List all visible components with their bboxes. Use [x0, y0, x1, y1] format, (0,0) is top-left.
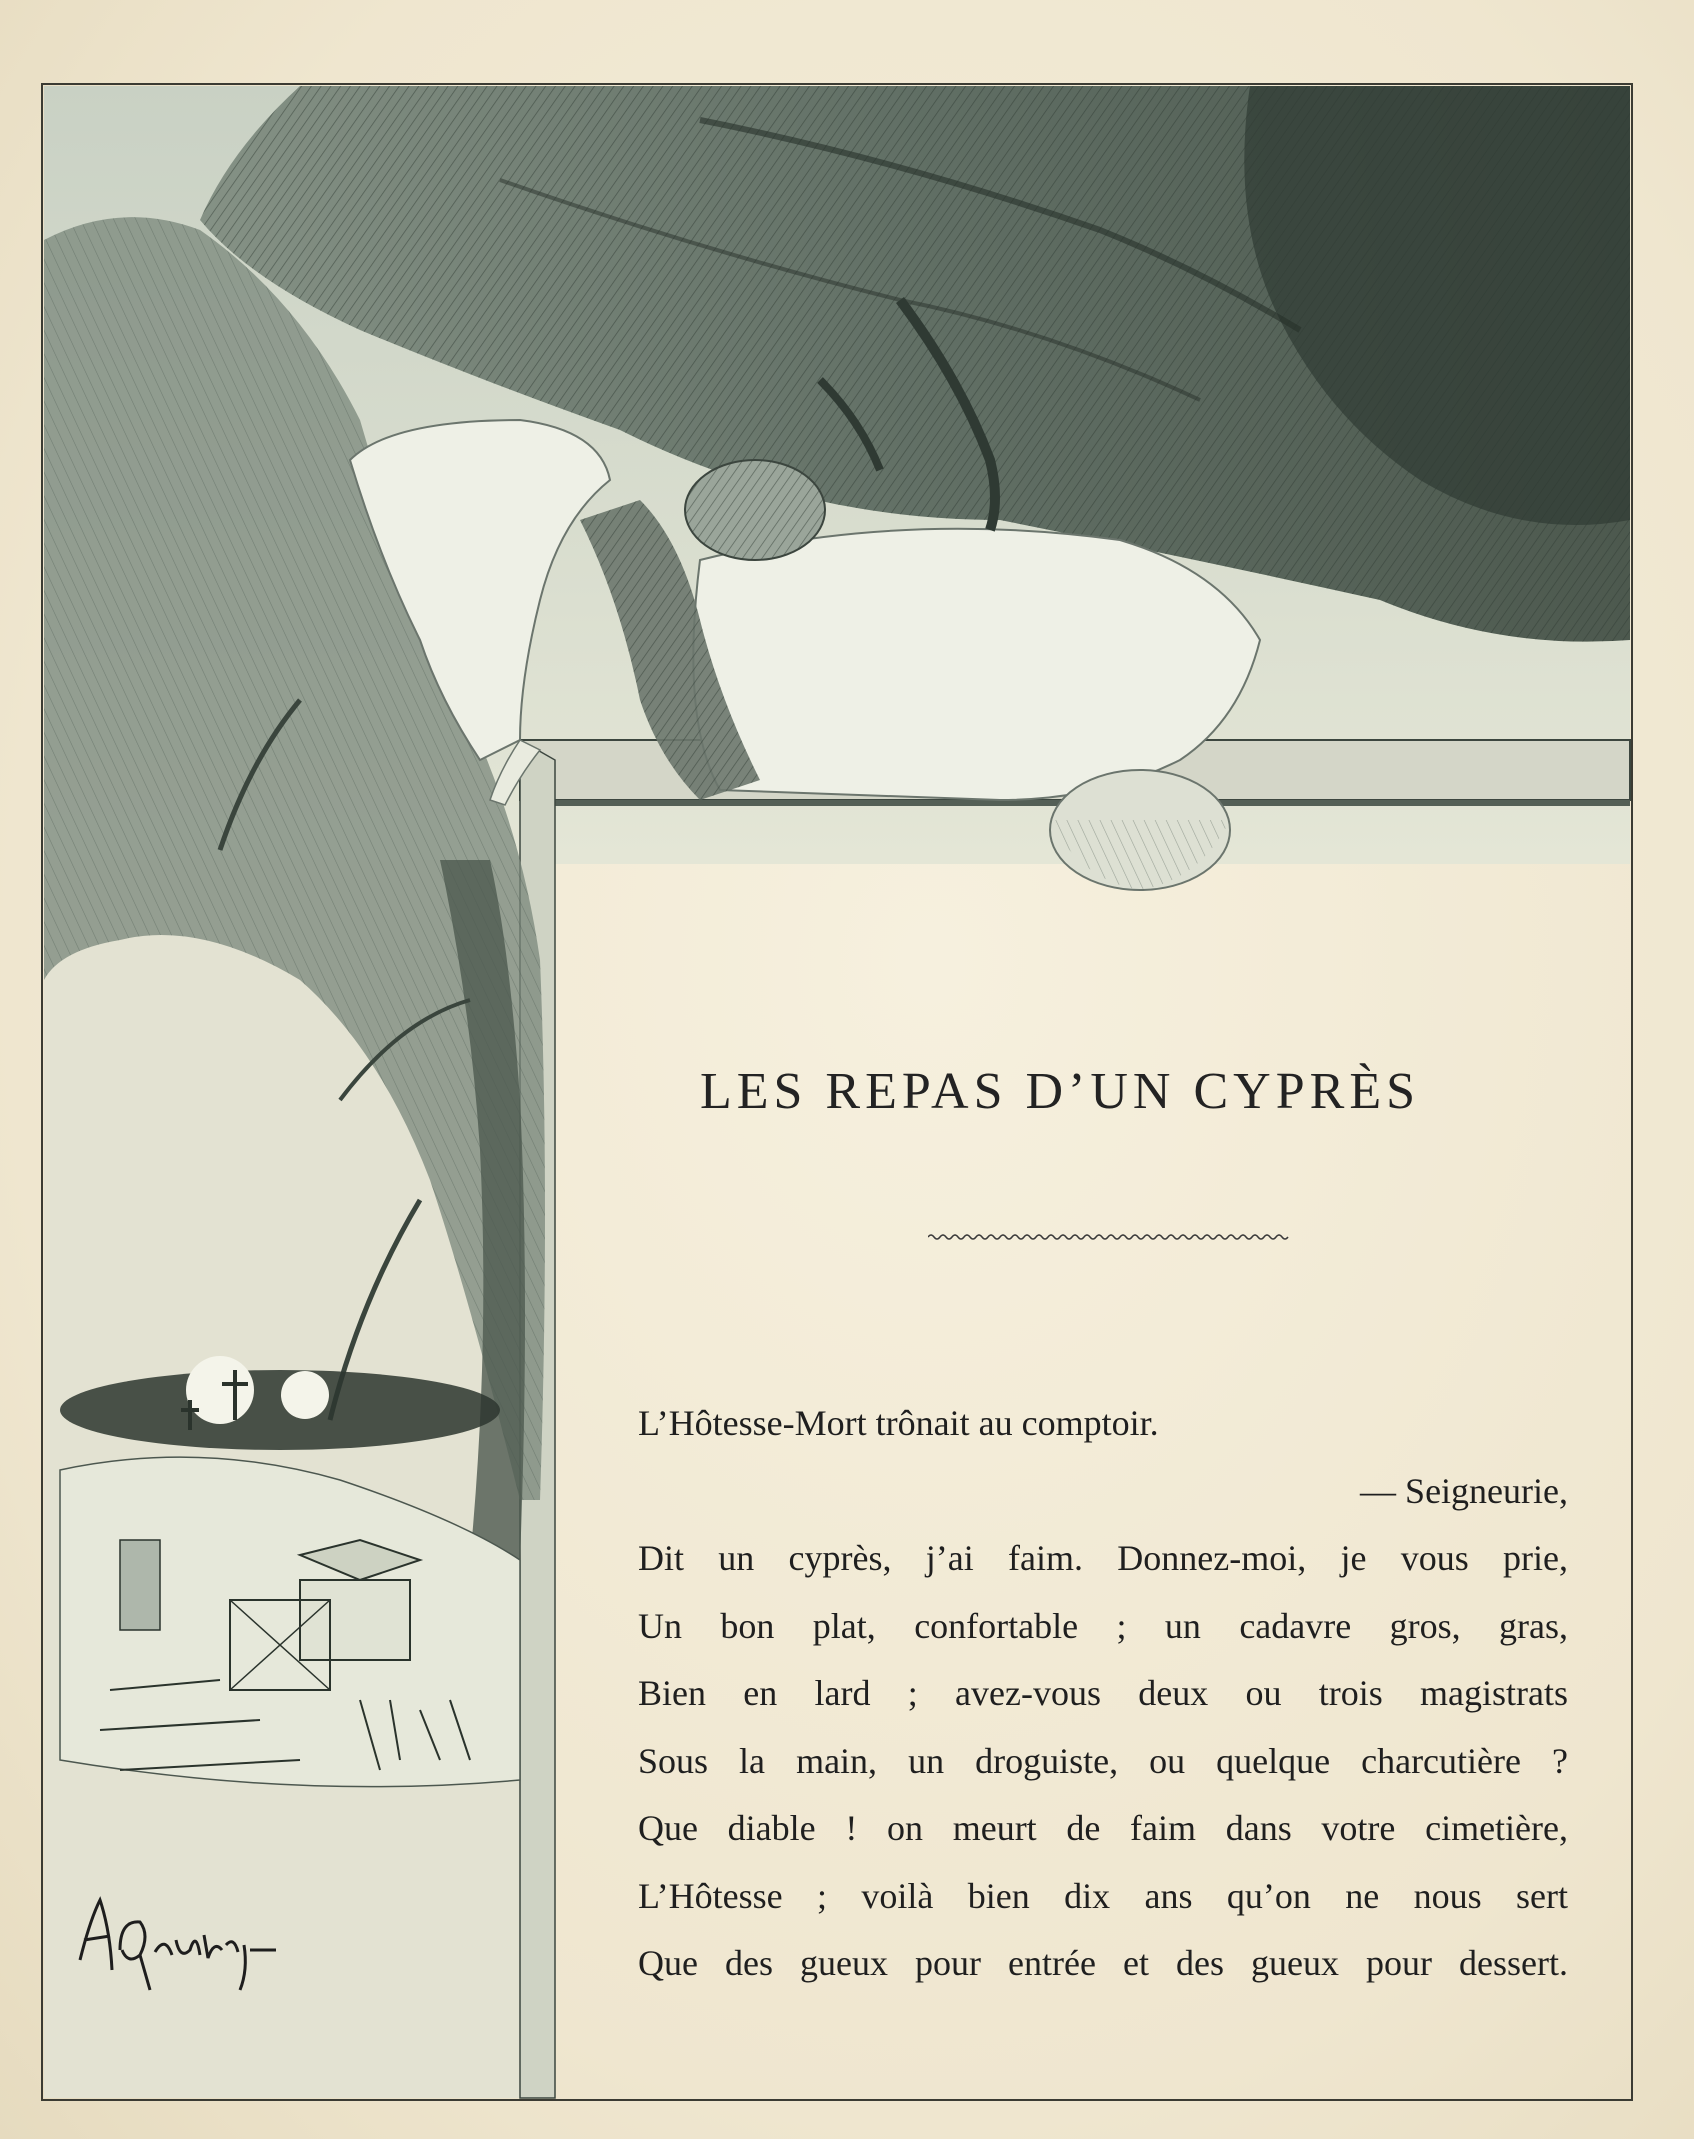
poem-line: L’Hôtesse ; voilà bien dix ans qu’on ne nous sert	[638, 1875, 1568, 1916]
poem-title: LES REPAS D’UN CYPRÈS	[699, 1063, 1420, 1120]
poem-line: — Seigneurie,	[1360, 1470, 1568, 1511]
poem-line: Un bon plat, confortable ; un cadavre gros, gras,	[638, 1605, 1568, 1646]
poem-line: Dit un cyprès, j’ai faim. Donnez-moi, je vous prie,	[638, 1538, 1568, 1578]
poem-line: Sous la main, un droguiste, ou quelque charcutière ?	[638, 1740, 1568, 1781]
poem-line: Bien en lard ; avez-vous deux ou trois magistrats	[638, 1673, 1568, 1713]
poem-line: L’Hôtesse-Mort trônait au comptoir.	[638, 1403, 1159, 1443]
wavy-divider	[928, 1230, 1292, 1244]
poem-text	[638, 1390, 1568, 1998]
poem-line: Que diable ! on meurt de faim dans votre cimetière,	[638, 1808, 1568, 1848]
poem-line: Que des gueux pour entrée et des gueux pour dessert.	[638, 1943, 1568, 1983]
